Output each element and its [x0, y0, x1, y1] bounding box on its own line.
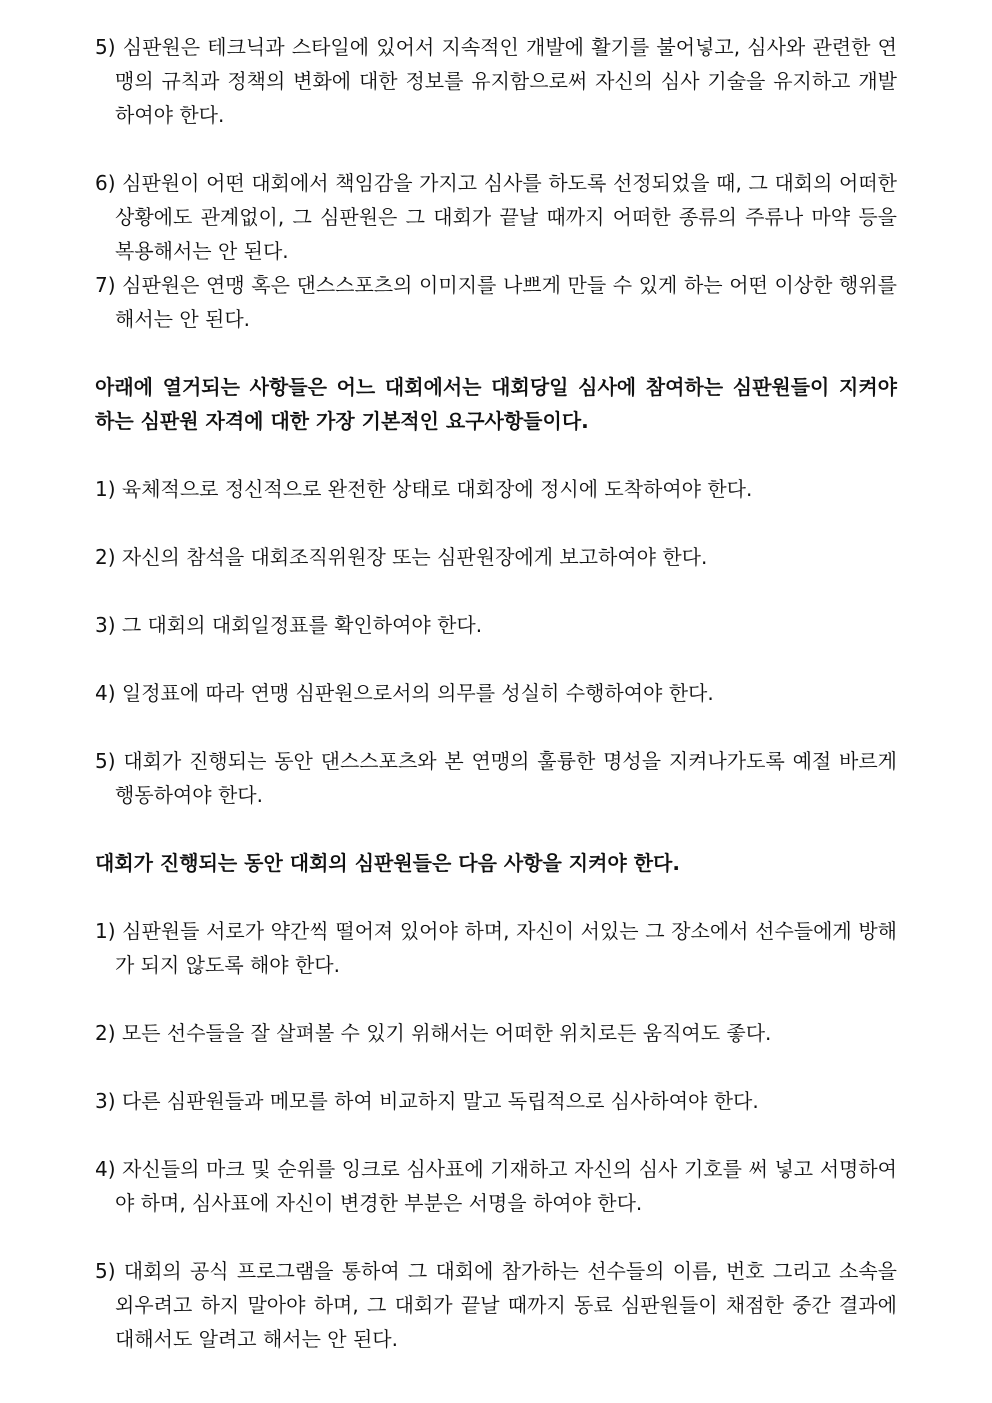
spacer [95, 1220, 897, 1254]
list-item: 5) 대회가 진행되는 동안 댄스스포츠와 본 연맹의 훌륭한 명성을 지켜나가도록 예절 바르게 행동하여야 한다. [95, 749, 897, 807]
spacer [95, 880, 897, 914]
list-item: 3) 다른 심판원들과 메모를 하여 비교하지 말고 독립적으로 심사하여야 한다. [95, 1089, 759, 1113]
list-item: 4) 자신들의 마크 및 순위를 잉크로 심사표에 기재하고 자신의 심사 기호를 써 넣고 서명하여야 하며, 심사표에 자신이 변경한 부분은 서명을 하여야 한다. [95, 1157, 897, 1215]
list-item: 2) 모든 선수들을 잘 살펴볼 수 있기 위해서는 어떠한 위치로든 움직여도 좋다. [95, 1021, 772, 1045]
spacer [95, 710, 897, 744]
section-heading: 아래에 열거되는 사항들은 어느 대회에서는 대회당일 심사에 참여하는 심판원들이 지켜야 하는 심판원 자격에 대한 가장 기본적인 요구사항들이다. [95, 375, 897, 433]
list-item: 1) 심판원들 서로가 약간씩 떨어져 있어야 하며, 자신이 서있는 그 장소에서 선수들에게 방해가 되지 않도록 해야 한다. [95, 919, 897, 977]
list-item: 2) 자신의 참석을 대회조직위원장 또는 심판원장에게 보고하여야 한다. [95, 545, 708, 569]
spacer [95, 982, 897, 1016]
spacer [95, 574, 897, 608]
list-item: 1) 육체적으로 정신적으로 완전한 상태로 대회장에 정시에 도착하여야 한다. [95, 477, 753, 501]
list-item: 3) 그 대회의 대회일정표를 확인하여야 한다. [95, 613, 483, 637]
list-item: 4) 일정표에 따라 연맹 심판원으로서의 의무를 성실히 수행하여야 한다. [95, 681, 714, 705]
section-heading: 대회가 진행되는 동안 대회의 심판원들은 다음 사항을 지켜야 한다. [95, 851, 680, 875]
list-item: 5) 대회의 공식 프로그램을 통하여 그 대회에 참가하는 선수들의 이름, 번호 그리고 소속을 외우려고 하지 말아야 하며, 그 대회가 끝날 때까지 동료 심판원들이 채점한 중간 결과에 대해서도 알려고 해서는 안 된다. [95, 1259, 897, 1351]
list-item: 7) 심판원은 연맹 혹은 댄스스포츠의 이미지를 나쁘게 만들 수 있게 하는 어떤 이상한 행위를 해서는 안 된다. [95, 273, 897, 331]
spacer [95, 812, 897, 846]
document-page [95, 30, 897, 1356]
spacer [95, 642, 897, 676]
spacer [95, 132, 897, 166]
list-item: 5) 심판원은 테크닉과 스타일에 있어서 지속적인 개발에 활기를 불어넣고, 심사와 관련한 연맹의 규칙과 정책의 변화에 대한 정보를 유지함으로써 자신의 심사 기술을 유지하고 개발하여야 한다. [95, 35, 897, 127]
spacer [95, 1050, 897, 1084]
spacer [95, 1118, 897, 1152]
spacer [95, 438, 897, 472]
spacer [95, 336, 897, 370]
spacer [95, 506, 897, 540]
list-item: 6) 심판원이 어떤 대회에서 책임감을 가지고 심사를 하도록 선정되었을 때, 그 대회의 어떠한 상황에도 관계없이, 그 심판원은 그 대회가 끝날 때까지 어떠한 종류의 주류나 마약 등을 복용해서는 안 된다. [95, 171, 897, 263]
